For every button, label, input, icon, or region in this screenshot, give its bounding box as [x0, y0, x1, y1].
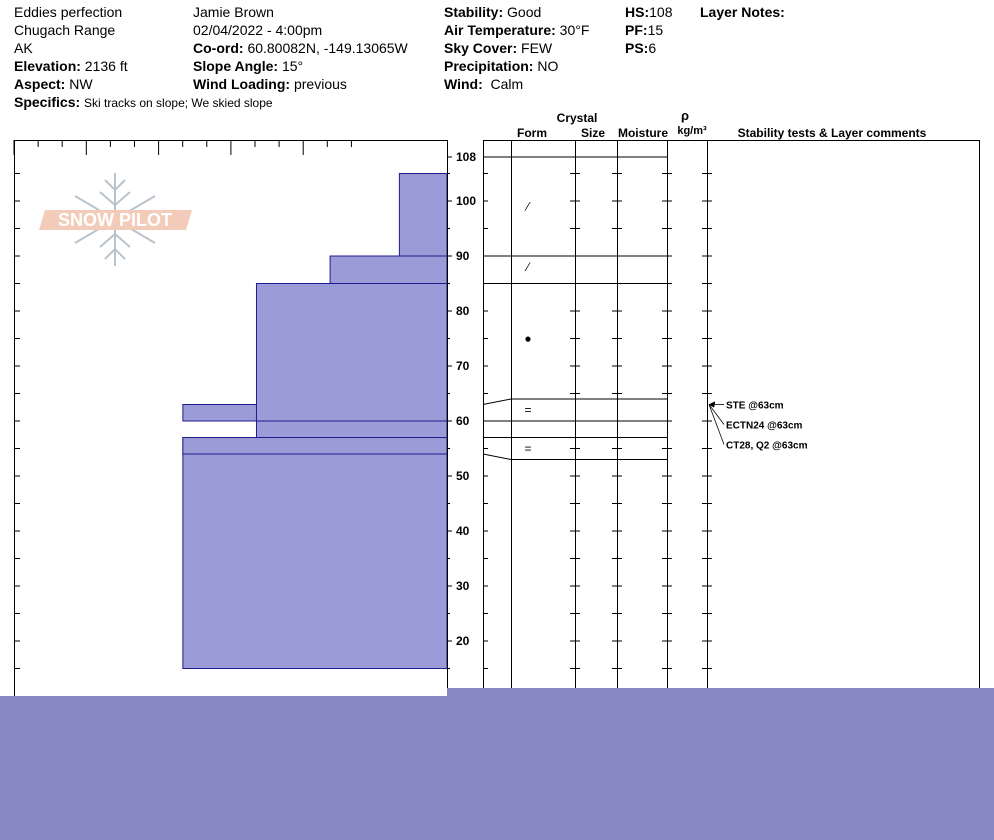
state: AK: [14, 40, 33, 56]
crystal-form-symbol: ⁄: [526, 199, 530, 214]
sky-cover-label: Sky Cover:: [444, 40, 518, 56]
air-temp-label: Air Temperature:: [444, 22, 556, 38]
mountain-range: Chugach Range: [14, 22, 116, 38]
hardness-layer: [183, 438, 447, 669]
depth-axis-labels: [456, 150, 476, 648]
hardness-layer: [399, 174, 447, 257]
wind-loading-value: previous: [293, 76, 347, 92]
hardness-layer: [183, 438, 447, 455]
slope-angle-value: 15°: [281, 58, 304, 74]
stability-test-labels: [709, 401, 808, 452]
depth-label: 100: [456, 194, 477, 208]
density-symbol: ρ: [680, 108, 690, 123]
pf-label: PF:: [625, 22, 648, 38]
elevation-value: 2136 ft: [84, 58, 128, 74]
precipitation-value: NO: [537, 58, 559, 74]
location-name: Eddies perfection: [14, 4, 123, 20]
elevation-label: Elevation:: [14, 58, 81, 74]
aspect-label: Aspect:: [14, 76, 66, 92]
depth-label: 80: [456, 304, 470, 318]
tests-header: Stability tests & Layer comments: [737, 126, 927, 140]
test-pointer: [709, 405, 724, 445]
depth-label: 90: [456, 249, 470, 263]
hardness-layer: [256, 284, 447, 422]
wind-value: Calm: [490, 76, 524, 92]
depth-label: 40: [456, 524, 470, 538]
footer-band-step: [447, 688, 994, 696]
crystal-form-symbols: [524, 200, 532, 456]
coord-label: Co-ord:: [193, 40, 244, 56]
stability-test: STE @63cm: [726, 400, 784, 412]
sky-cover-value: FEW: [521, 40, 553, 56]
ps-label: PS:: [625, 40, 649, 56]
pf-value: 15: [647, 22, 664, 38]
stability-label: Stability:: [444, 4, 504, 20]
hs-label: HS:: [625, 4, 650, 20]
crystal-form-symbol: =: [524, 403, 532, 417]
stability-test: ECTN24 @63cm: [726, 420, 803, 432]
form-header: Form: [517, 126, 547, 140]
depth-label: 30: [456, 579, 470, 593]
observer-name: Jamie Brown: [193, 4, 274, 20]
hardness-layer: [256, 421, 447, 438]
crystal-form-symbol: ⁄: [526, 260, 530, 274]
hs-value: 108: [649, 4, 673, 20]
specifics-label: Specifics:: [14, 94, 81, 110]
precipitation-label: Precipitation:: [444, 58, 534, 74]
snowpilot-logo: [39, 173, 192, 266]
layer-connector: [483, 454, 511, 460]
layer-table-frame: [483, 140, 980, 688]
crystal-form-symbol: ●: [524, 331, 532, 346]
hardness-layer: [330, 256, 447, 284]
observation-datetime: 02/04/2022 - 4:00pm: [193, 22, 323, 38]
depth-label: 70: [456, 359, 470, 373]
depth-label: 108: [456, 150, 477, 164]
footer-band: [0, 696, 994, 840]
depth-label: 60: [456, 414, 470, 428]
density-unit: kg/m³: [677, 125, 707, 137]
moisture-header: Moisture: [617, 126, 669, 140]
logo-text: SNOW PILOT: [58, 210, 172, 230]
wind-label: Wind:: [444, 76, 483, 92]
crystal-form-symbol: =: [524, 441, 532, 456]
hardness-layers: [183, 174, 447, 669]
stability-value: Good: [507, 4, 542, 20]
depth-label: 50: [456, 469, 470, 483]
depth-label: 20: [456, 634, 470, 648]
air-temp-value: 30°F: [559, 22, 590, 38]
coord-value: 60.80082N, -149.13065W: [247, 40, 408, 56]
crystal-header: Crystal: [556, 111, 598, 125]
specifics-value: Ski tracks on slope; We skied slope: [84, 96, 273, 110]
top-axis-ticks: [14, 140, 351, 155]
layer-notes-label: Layer Notes:: [700, 4, 785, 20]
size-header: Size: [580, 126, 606, 140]
ps-value: 6: [648, 40, 657, 56]
slope-angle-label: Slope Angle:: [193, 58, 279, 74]
wind-loading-label: Wind Loading:: [193, 76, 291, 92]
aspect-value: NW: [69, 76, 93, 92]
stability-test: CT28, Q2 @63cm: [726, 440, 808, 452]
layer-connector: [483, 399, 511, 405]
